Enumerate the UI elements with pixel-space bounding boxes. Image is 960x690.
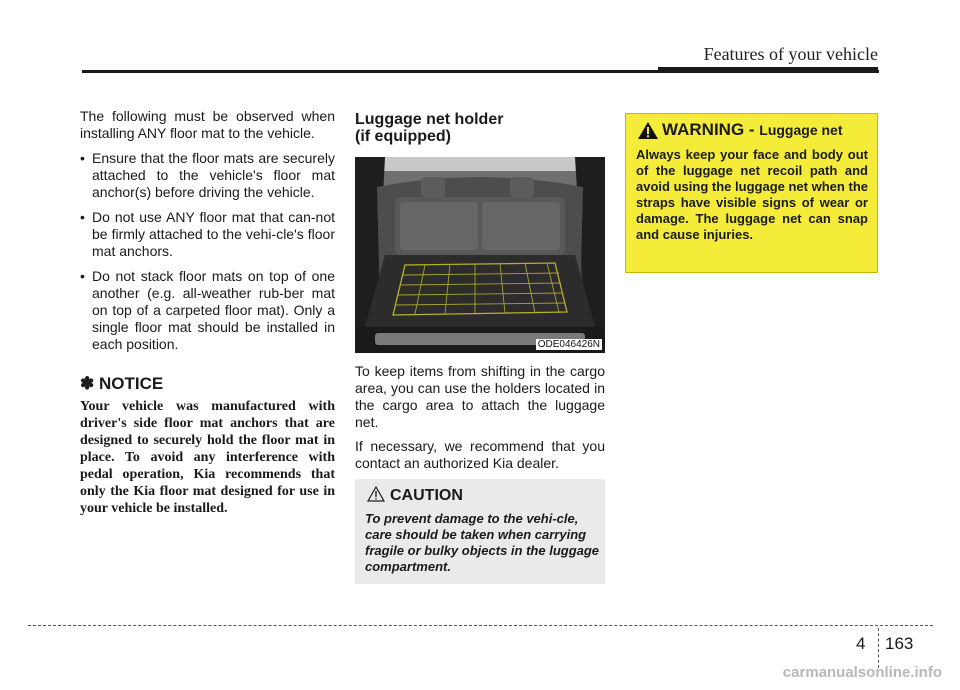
notice-body: Your vehicle was manufactured with driver's side floor mat anchors that are designed to securely hold the floor mat in place. To avoid any interference with pedal operation, Kia recommends that only the Kia floor mat designed for use in your vehicle be installed. — [80, 399, 335, 516]
caution-text: To prevent damage to the vehi-cle, care should be taken when carrying fragile or bulky objects in the luggage compartment. — [365, 511, 600, 574]
chapter-number: 4 — [856, 634, 866, 653]
warning-title: WARNING - Luggage net — [662, 120, 843, 139]
luggage-net-paragraph-1: To keep items from shifting in the cargo area, you can use the holders located in the cargo area to attach the luggage net. — [355, 363, 605, 430]
notice-heading: ✽ NOTICE — [80, 374, 164, 393]
luggage-net-paragraph-2: If necessary, we recommend that you contact an authorized Kia dealer. — [355, 438, 605, 471]
page-number: 163 — [885, 634, 914, 653]
warning-subtitle: Luggage net — [759, 122, 843, 138]
section-header-title: Features of your vehicle — [703, 44, 878, 64]
floor-mat-bullet-list — [80, 150, 335, 353]
photo-reference-code: ODE046426N — [537, 339, 600, 350]
caution-title: CAUTION — [390, 487, 463, 504]
middle-column-heading — [355, 111, 605, 145]
luggage-net-body — [355, 363, 605, 479]
luggage-net-heading: Luggage net holder (if equipped) — [355, 111, 504, 145]
warning-text: Always keep your face and body out of the luggage net recoil path and avoid using the luggage net when the straps have visible signs of wear or damage. The luggage net can snap and cause injuries. — [636, 147, 868, 242]
watermark: carmanualsonline.info — [782, 664, 942, 681]
intro-paragraph: The following must be observed when installing ANY floor mat to the vehicle. — [80, 108, 335, 141]
caution-triangle-icon — [367, 486, 385, 502]
bullet-item: • Do not use ANY floor mat that can-not be firmly attached to the vehi-cle's floor mat anchors. — [80, 209, 335, 259]
footer-rule — [28, 625, 933, 626]
warning-triangle-icon — [637, 121, 659, 140]
header-rule-accent — [658, 67, 878, 73]
cargo-area-photo — [355, 157, 605, 353]
footer-divider — [878, 628, 879, 668]
left-column — [80, 108, 335, 517]
bullet-item: • Ensure that the floor mats are securely attached to the vehicle's floor mat anchor(s) before driving the vehicle. — [80, 150, 335, 200]
bullet-item: • Do not stack floor mats on top of one another (e.g. all-weather rub-ber mat on top of a carpeted floor mat). Only a single floor mat should be installed in each position. — [80, 268, 335, 352]
